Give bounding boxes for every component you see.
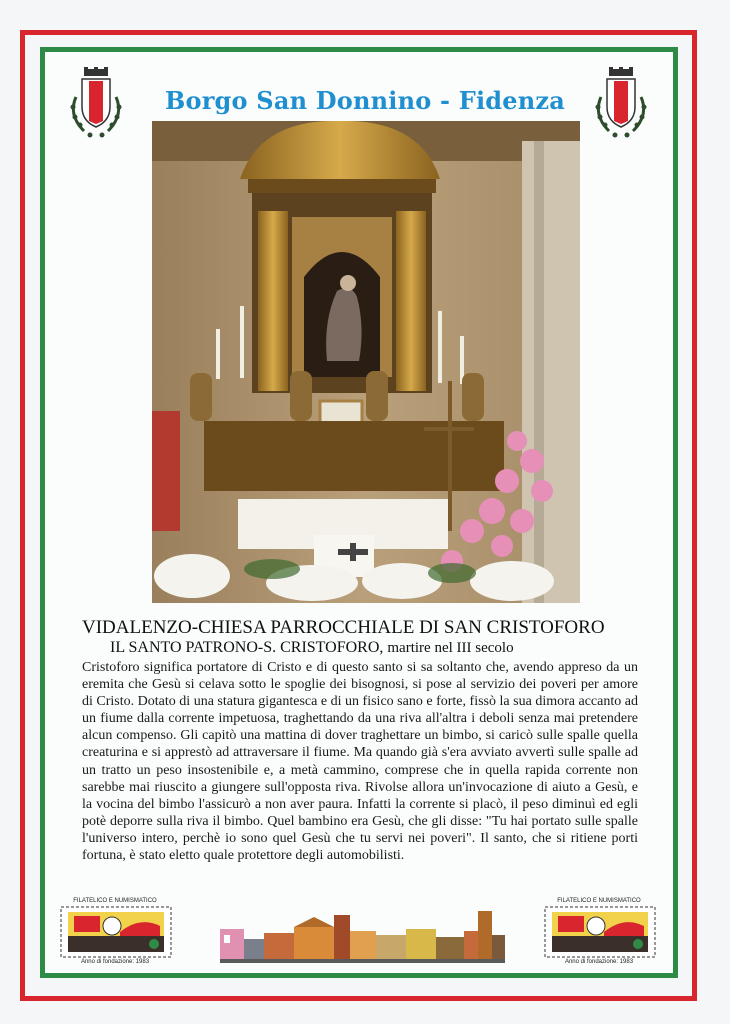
subheading-title: IL SANTO PATRONO-S. CRISTOFORO, [110, 639, 384, 656]
philatelic-club-logo-left [56, 898, 174, 968]
town-skyline-illustration [220, 905, 505, 963]
article-body: Cristoforo significa portatore di Cristo e di questo santo si sa soltanto che, avendo appreso da un eremita che Gesù si celava sotto le spoglie dei bisognosi, si pose al servizio dei poveri per amore di Cristo. Dotato di una statura gigantesca e di un fisico sano e forte, fissò la sua dimora accanto ad un fiume dalla corrente impetuosa, traghettando da una riva all'altra i deboli senza mai pretendere alcun compenso. Gli capitò una mattina di dover traghettare un bimbo, si caricò sulle spalle quella creaturina e si apprestò ad attraversare il fiume. Ma quando già s'era avviato avvertì sulle spalle ad un tratto un peso insostenibile e, a metà cammino, comprese che in quella rapida corrente non sarebbe mai riuscito a giungere sull'opposta riva. Rivolse allora un'invocazione di aiuto a Gesù, e la vocina del bimbo l'assicurò a non aver paura. Infatti la corrente si placò, il peso diminuì ed egli potè deporre sulla riva il bimbo. Quel bambino era Gesù, che gli disse: "Tu hai portato sulle spalle l'universo intero, perchè io sono quel Gesù che tu servi nei poveri". Il santo, che si ritiene porti fortuna, è stato eletto quale protettore degli automobilisti. [82, 660, 638, 864]
subheading-detail: martire nel III secolo [387, 640, 514, 656]
coat-of-arms-right [591, 67, 651, 143]
coat-of-arms-left [66, 67, 126, 143]
stamp-header-text: FILATELICO E NUMISMATICO [557, 898, 641, 904]
philatelic-club-logo-right [540, 898, 658, 968]
page-title: Borgo San Donnino - Fidenza [165, 86, 565, 115]
stamp-footer-text: Anno di fondazione: 1983 [564, 959, 634, 965]
article-heading: VIDALENZO-CHIESA PARROCCHIALE DI SAN CRISTOFORO [82, 617, 605, 638]
stamp-icon [60, 906, 172, 958]
stamp-footer-text: Anno di fondazione: 1983 [80, 959, 150, 965]
stamp-header-text: FILATELICO E NUMISMATICO [73, 898, 157, 904]
altar-photo [152, 121, 580, 603]
article-subheading [110, 639, 514, 657]
stamp-icon [544, 906, 656, 958]
